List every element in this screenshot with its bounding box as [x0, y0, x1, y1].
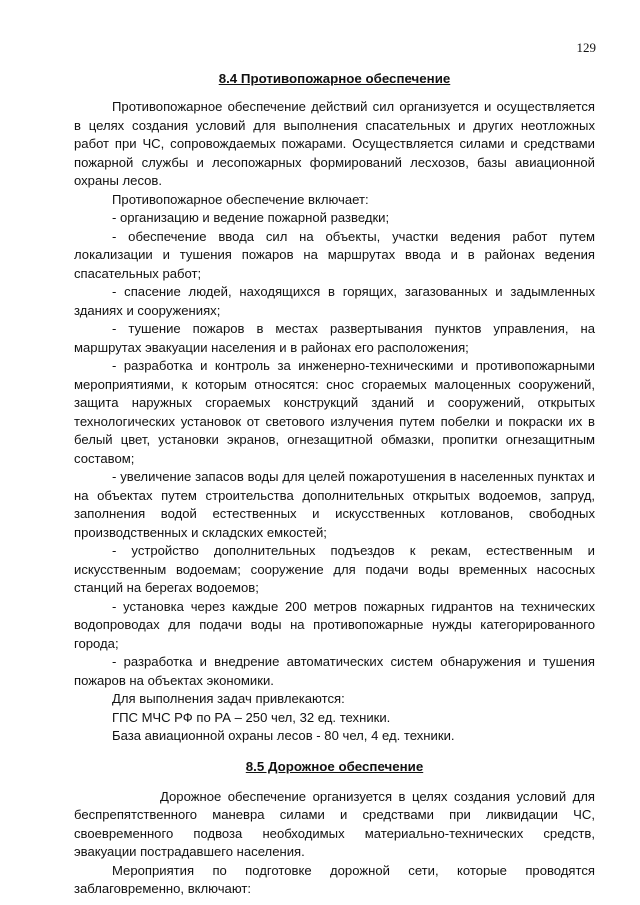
resource-line: ГПС МЧС РФ по РА – 250 чел, 32 ед. техники.: [112, 709, 391, 725]
list-item: - разработка и контроль за инженерно-техническими и противопожарными мероприятиями, к которым относятся: снос сгораемых малоценных сооружений, защита наружных сгораемых конструкций зданий и сооружений, открытых технологических установок от светового излучения путем побелки и покраски их в белый цвет, установки экранов, огнезащитной обмазки, пропитки огнезащитным составом;: [74, 358, 595, 466]
list-item: - организацию и ведение пожарной разведки;: [112, 210, 390, 225]
section-title-fire-safety: 8.4 Противопожарное обеспечение: [218, 71, 451, 86]
paragraph: Противопожарное обеспечение включает:: [112, 191, 369, 207]
page-number: 129: [576, 40, 596, 55]
document-page: [74, 40, 595, 899]
list-item: - тушение пожаров в местах развертывания пунктов управления, на маршрутах эвакуации населения и в районах его расположения;: [74, 321, 595, 355]
list-item: - спасение людей, находящихся в горящих, загазованных и задымленных зданиях и сооружениях;: [74, 284, 595, 318]
list-item: - увеличение запасов воды для целей пожаротушения в населенных пунктах и на объектах путем строительства дополнительных открытых водоемов, запруд, заполнения водой естественных и искусственных котлованов, свободных производственных и складских емкостей;: [74, 469, 595, 540]
section-title-road-support: 8.5 Дорожное обеспечение: [245, 758, 424, 774]
paragraph: Противопожарное обеспечение действий сил организуется и осуществляется в целях создания условий для выполнения спасательных и других неотложных работ при ЧС, сопровождаемых пожарами. Осуществляется силами и средствами пожарной службы и лесопожарных формирований лесхозов, базы авиационной охраны лесов.: [74, 99, 595, 188]
paragraph: Для выполнения задач привлекаются:: [112, 691, 345, 706]
resource-line: База авиационной охраны лесов - 80 чел, 4 ед. техники.: [112, 728, 455, 743]
list-item: - установка через каждые 200 метров пожарных гидрантов на технических водопроводах для подачи воды на противопожарные нужды категорированного города;: [74, 598, 595, 651]
paragraph: Мероприятия по подготовке дорожной сети, которые проводятся заблаговременно, включают:: [74, 862, 595, 896]
paragraph: Дорожное обеспечение организуется в целях создания условий для беспрепятственного маневра силами и средствами при ликвидации ЧС, своевременного подвоза необходимых материально-технических средств, эвакуации пострадавшего населения.: [74, 788, 595, 859]
list-item: - разработка и внедрение автоматических систем обнаружения и тушения пожаров на объектах экономики.: [74, 654, 595, 688]
list-item: - обеспечение ввода сил на объекты, участки ведения работ путем локализации и тушения пожаров на маршрутах ввода и в районах ведения спасательных работ;: [74, 228, 595, 281]
list-item: - устройство дополнительных подъездов к рекам, естественным и искусственным водоемам; сооружение для подачи воды временных насосных станций на берегах водоемов;: [74, 543, 595, 595]
